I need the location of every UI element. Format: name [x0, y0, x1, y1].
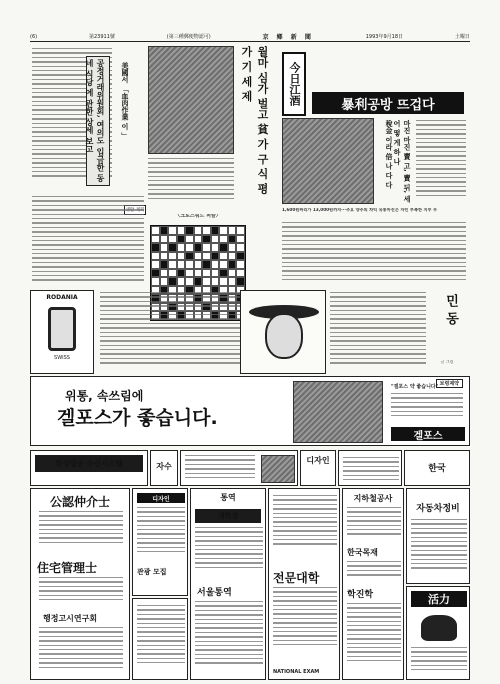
gelpos-ad: [30, 376, 470, 446]
classified-hankook-wood: [268, 488, 340, 680]
rodania-brand: RODANIA: [46, 294, 78, 301]
classified-gong: [30, 488, 130, 680]
page-number: (6): [30, 33, 38, 40]
hakwon-title: 학진학: [347, 590, 374, 600]
hankook-body: [347, 561, 401, 581]
qiang-title: 活力: [411, 591, 467, 607]
feature-vertical-sub: 마진 마진 賣 고, 賣 뒤, 세 어 떻 게 하 나: [393, 120, 412, 203]
jiyeok-title: 지하철공사: [353, 494, 393, 503]
exam-title: 행정고시연구회: [43, 614, 98, 623]
main-vertical-headline: 월마 심가 벌고 貧 가 구 식 평 가 기 세 제: [240, 46, 269, 194]
exam-body: [39, 627, 123, 675]
dongyeok-body: [137, 605, 185, 675]
feature-vertical-sub-2: 稅金 이라 倍 나 다 다: [385, 120, 394, 189]
gelpos-company: 보령제약: [436, 379, 463, 388]
classified-nominee: [132, 488, 188, 596]
article-body-left-lower: [32, 196, 144, 288]
gelpos-line-2: 겔포스가 좋습니다.: [57, 407, 218, 429]
korea-title: 한국: [428, 464, 446, 474]
portrait-photo: [261, 455, 295, 483]
watch-icon: [48, 307, 76, 351]
seoul-title: 서울통역: [197, 588, 232, 598]
left-vertical-headline-box: 공정거래위원회, 여의도 입금한 동네 식당 에 관한 상세 보고: [86, 56, 110, 186]
jaehak-title: 재학생: [195, 509, 261, 523]
seoul-body: [195, 601, 263, 675]
feature-body-side: [416, 120, 466, 206]
weekday: 土曜日: [454, 34, 470, 40]
registration-note: (第三種郵便物認可): [166, 34, 211, 40]
housing-title: 住宅管理士: [37, 561, 98, 575]
gelpos-body: [391, 393, 463, 423]
jeonmun-body: [273, 587, 337, 657]
classified-auto: [406, 488, 470, 584]
article-body-middle: [100, 292, 240, 372]
shoe-icon: [421, 615, 457, 641]
hankook-title: 한국목재: [347, 548, 378, 557]
housing-body: [39, 577, 123, 607]
page-header: [30, 32, 470, 42]
design-title: 디자인: [306, 456, 330, 465]
classified-pattern: [404, 450, 470, 486]
classified-tongyeok: [190, 488, 266, 680]
korea-ad-body: [343, 457, 399, 483]
gong-title: 公認仲介士: [49, 495, 110, 509]
liquor-store-photo: [282, 118, 374, 204]
nominee-title: 관광 모집: [137, 568, 167, 576]
hakwon-body: [347, 603, 401, 673]
feature-body: [282, 222, 466, 288]
gelpos-photo: [293, 381, 383, 443]
issue-number: 第23911號: [88, 34, 115, 40]
feature-headline: 暴利공방 뜨겁다: [312, 92, 464, 114]
tongyeok-title: 통역: [220, 493, 236, 502]
nominee-body: [137, 507, 185, 561]
cartoon-illustration: [240, 290, 326, 374]
feature-caption: 1,600원짜리가 13,000원까지···주요 양주의 차익 유통마진은 자인 부족한 지부 무: [282, 208, 438, 212]
tongyeok-body: [195, 527, 263, 577]
gong-body: [39, 511, 123, 551]
auto-title: 자동차정비: [416, 504, 460, 514]
gelpos-line-1: 위통, 속쓰림에: [65, 389, 144, 403]
classified-design: [300, 450, 336, 486]
crossword-title: 〈크로스워드 퍼즐〉: [175, 214, 221, 219]
gelpos-product: 겔포스: [391, 427, 465, 441]
classified-korea: [338, 450, 402, 486]
paper-name: 京 鄕 新 聞: [262, 34, 314, 41]
jeonmun-title: 전문대학: [273, 571, 320, 585]
hankook-body-top: [273, 495, 337, 555]
gelpos-quote: "겔포스 약 좋습니다": [391, 384, 439, 390]
classified-subway: [342, 488, 404, 680]
satellite-title: 위성방송 수신시스템: [35, 455, 143, 472]
aid-title: 자수: [156, 462, 172, 471]
classified-qiang: [406, 586, 470, 680]
issue-date: 1993年9月18日: [365, 34, 404, 40]
classified-dongyeok-school: [132, 598, 188, 680]
article-body-right-middle: [330, 292, 426, 372]
cartoon-vertical-title: 민 동: [443, 294, 458, 325]
rodania-tagline: SWISS: [54, 355, 70, 361]
classified-portrait: [180, 450, 298, 486]
jiyeok-body: [347, 507, 401, 543]
classified-satellite: [30, 450, 148, 486]
nominee-header: 디자인: [137, 493, 185, 503]
left-vertical-title: 美國서 「血肉作業 이 」: [121, 62, 130, 140]
face-icon: [265, 313, 303, 359]
feature-kicker: 今日江酒: [282, 52, 306, 116]
crowd-photo: [148, 46, 234, 154]
qiang-body: [411, 647, 467, 677]
auto-body: [411, 519, 467, 579]
article-body-center-top: [148, 158, 234, 206]
cartoon-credits: 글 그림: [440, 360, 454, 364]
national-exam: NATIONAL EXAM: [273, 669, 320, 675]
portrait-ad-body: [185, 455, 255, 483]
classified-aid: [150, 450, 178, 486]
rodania-watch-ad: [30, 290, 94, 374]
